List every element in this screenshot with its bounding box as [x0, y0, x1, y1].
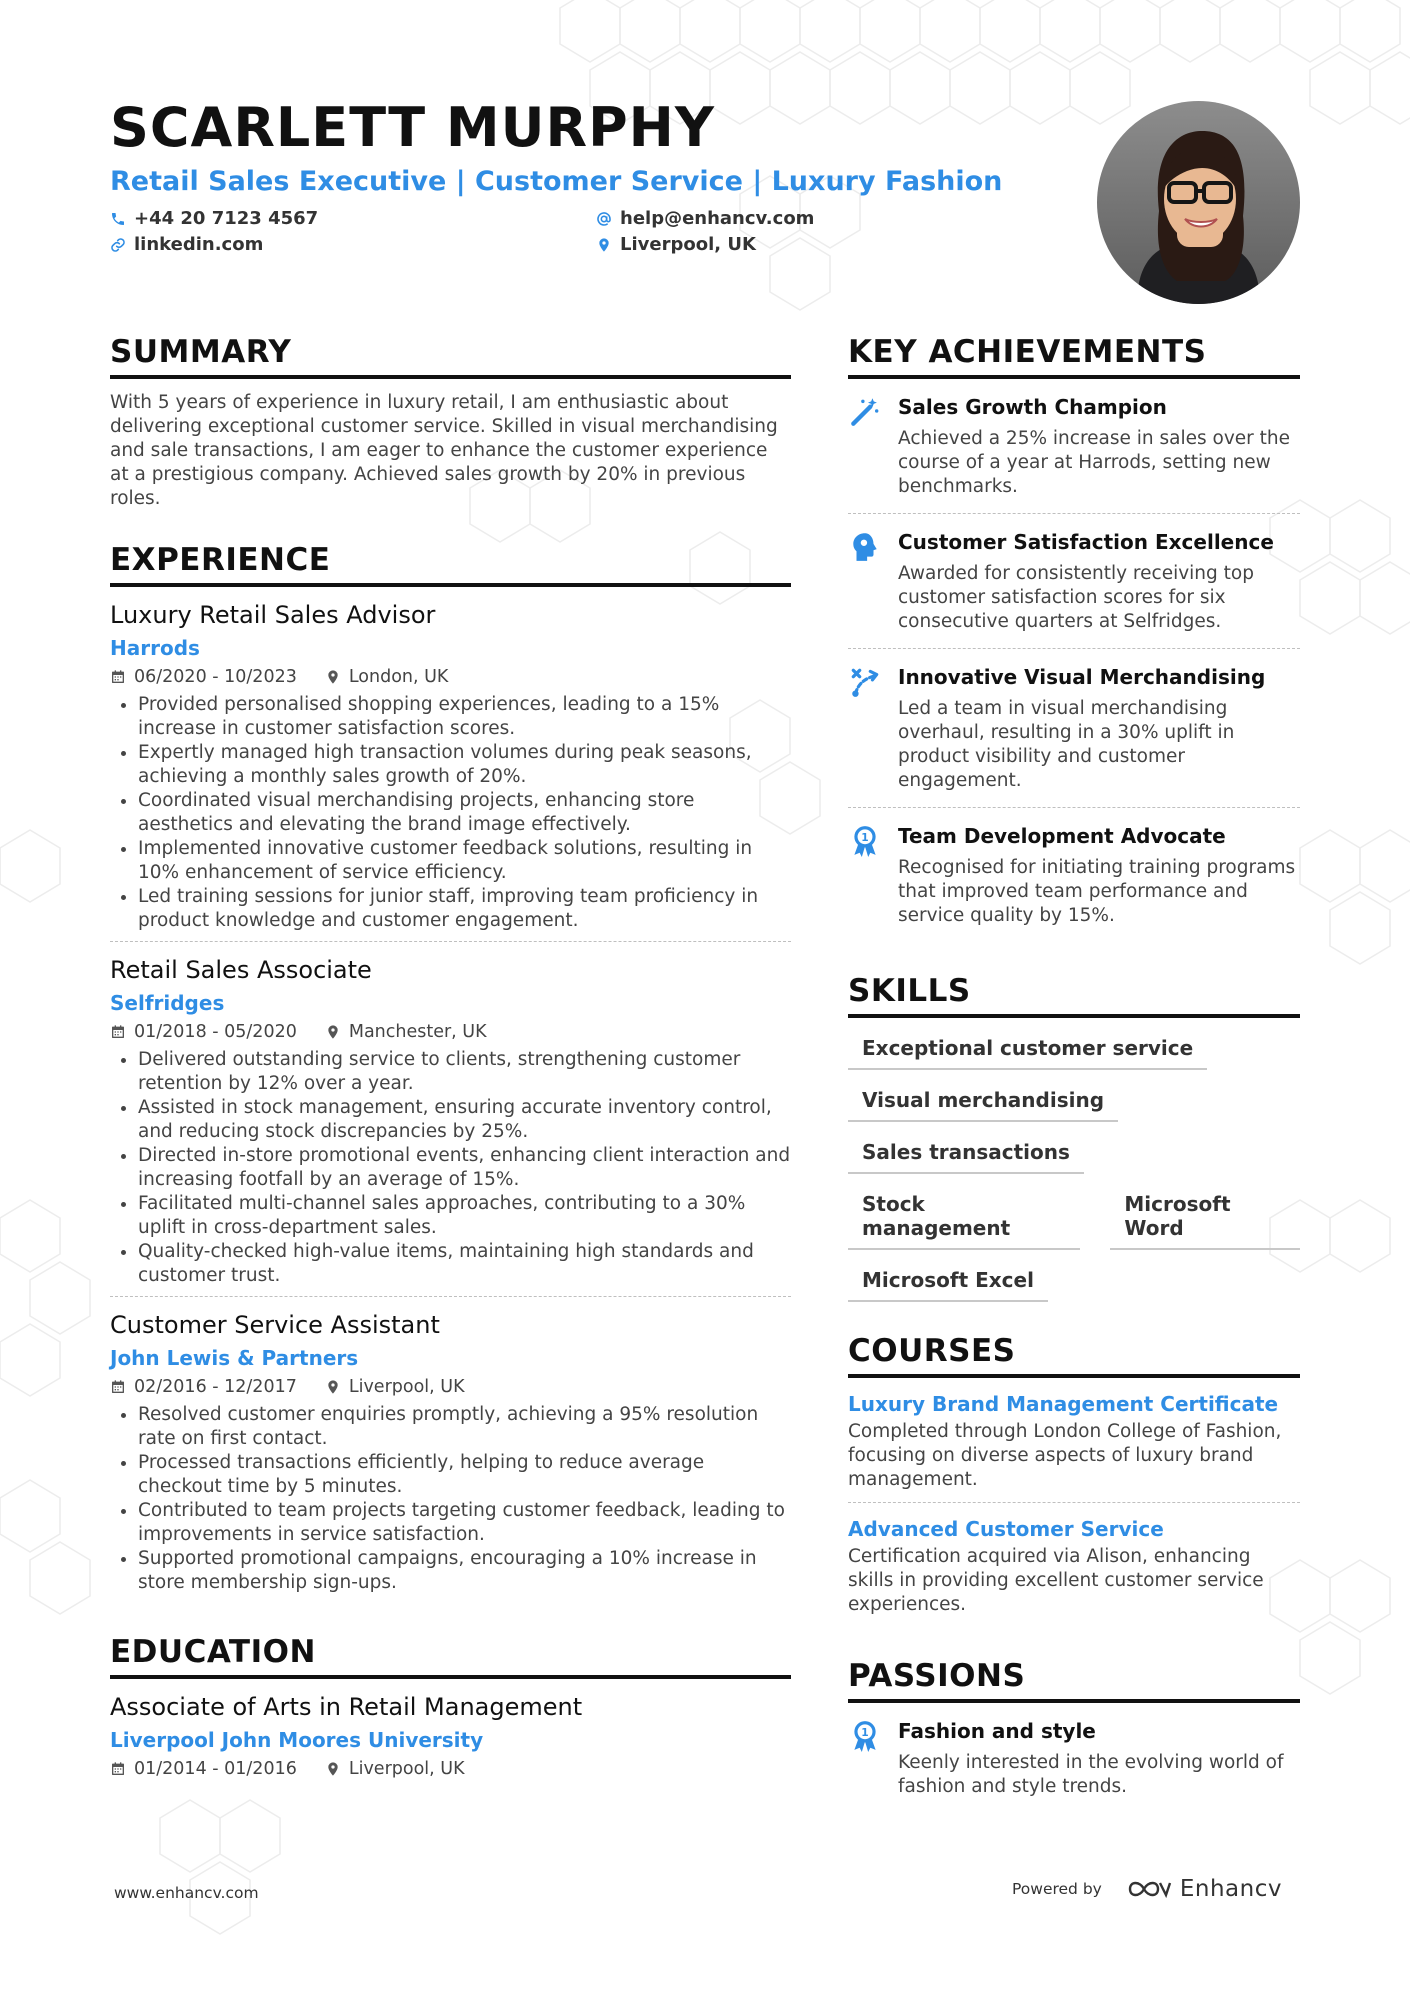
- achievement-description: Led a team in visual merchandising overhaul, resulting in a 30% uplift in product visibility and customer engagement.: [898, 698, 1235, 791]
- job-bullets: [110, 693, 791, 933]
- achievement-item: [848, 807, 1300, 942]
- achievement-description: Keenly interested in the evolving world of fashion and style trends.: [898, 1752, 1284, 1797]
- skill-row: [848, 1264, 1300, 1302]
- achievement-title: Fashion and style: [898, 1719, 1096, 1743]
- resume-header: [110, 96, 1080, 262]
- achievement-title: Customer Satisfaction Excellence: [898, 530, 1274, 554]
- job-location: [325, 1018, 487, 1046]
- enhancv-logo-icon: [1126, 1877, 1172, 1901]
- job-location: [325, 1373, 465, 1401]
- location-pin-icon: [596, 237, 612, 253]
- award-ribbon-icon: [848, 1717, 884, 1799]
- job-bullet: • Facilitated multi-channel sales approaches, contributing to a 30% uplift in cross-department sales.: [138, 1192, 791, 1240]
- course-description: Certification acquired via Alison, enhancing skills in providing excellent customer service experiences.: [848, 1546, 1264, 1615]
- achievement-item: [848, 648, 1300, 807]
- location-pin-icon: [325, 1024, 341, 1040]
- achievement-title: Innovative Visual Merchandising: [898, 665, 1266, 689]
- job-entry: [110, 1296, 791, 1603]
- phone-text: +44 20 7123 4567: [134, 208, 319, 229]
- phone-icon: [110, 211, 126, 227]
- contact-location: [596, 234, 756, 255]
- job-bullet: • Led training sessions for junior staff, improving team proficiency in product knowledge and customer engagement.: [138, 885, 791, 933]
- job-list: [110, 587, 791, 1603]
- passions-section: [848, 1657, 1300, 1813]
- skills-heading: SKILLS: [848, 972, 1300, 1018]
- svg-text:1: 1: [861, 1726, 869, 1739]
- company-name: Selfridges: [110, 991, 225, 1015]
- job-bullets: [110, 1048, 791, 1288]
- company-name: Harrods: [110, 636, 200, 660]
- footer-website[interactable]: www.enhancv.com: [114, 1884, 259, 1902]
- head-idea-icon: [848, 528, 884, 634]
- courses-section: [848, 1332, 1300, 1627]
- skill-row: [848, 1032, 1300, 1070]
- skill-row: [848, 1136, 1300, 1174]
- at-sign-icon: [596, 211, 612, 227]
- summary-text: With 5 years of experience in luxury retail, I am enthusiastic about delivering exceptional customer service. Skilled in visual merchandising and sale transactions, I am eager to enhance the customer experience at a prestigious company. Achieved sales growth by 20% in previous roles.: [110, 392, 778, 509]
- location-pin-icon: [325, 1379, 341, 1395]
- course-description: Completed through London College of Fashion, focusing on diverse aspects of luxury brand management.: [848, 1421, 1282, 1490]
- powered-by-text: Powered by: [1012, 1880, 1102, 1898]
- job-dates-text: 02/2016 - 12/2017: [134, 1377, 297, 1397]
- contact-phone[interactable]: [110, 208, 318, 229]
- summary-heading: SUMMARY: [110, 333, 791, 379]
- right-column: [848, 333, 1300, 1843]
- avatar: [1097, 101, 1300, 304]
- job-bullets: [110, 1403, 791, 1595]
- education-location-text: Liverpool, UK: [348, 1759, 465, 1779]
- skill-list: [848, 1032, 1300, 1302]
- job-bullet: • Processed transactions efficiently, helping to reduce average checkout time by 5 minutes.: [138, 1451, 791, 1499]
- education-section: [110, 1633, 791, 1791]
- job-entry: [110, 587, 791, 941]
- experience-heading: EXPERIENCE: [110, 541, 791, 587]
- job-dates: [110, 1373, 297, 1401]
- award-ribbon-icon: [848, 822, 884, 928]
- job-title: Retail Sales Associate: [110, 956, 372, 984]
- achievement-description: Recognised for initiating training programs that improved team performance and service quality by 15%.: [898, 857, 1296, 926]
- achievements-heading: KEY ACHIEVEMENTS: [848, 333, 1300, 379]
- profile-photo: [1097, 101, 1300, 304]
- course-title: Advanced Customer Service: [848, 1517, 1164, 1541]
- job-dates: [110, 663, 297, 691]
- job-bullet: • Provided personalised shopping experiences, leading to a 15% increase in customer satisfaction scores.: [138, 693, 791, 741]
- skill-tag: Visual merchandising: [848, 1084, 1118, 1122]
- job-bullet: • Resolved customer enquiries promptly, achieving a 95% resolution rate on first contact.: [138, 1403, 791, 1451]
- degree-title: Associate of Arts in Retail Management: [110, 1693, 583, 1721]
- job-bullet: • Delivered outstanding service to clients, strengthening customer retention by 12% over a year.: [138, 1048, 791, 1096]
- job-location: [325, 663, 449, 691]
- job-dates-text: 06/2020 - 10/2023: [134, 667, 297, 687]
- candidate-headline: Retail Sales Executive | Customer Service | Luxury Fashion: [110, 166, 1003, 197]
- job-dates: [110, 1018, 297, 1046]
- skill-tag: Stock management: [848, 1188, 1080, 1250]
- job-meta: [110, 663, 791, 691]
- experience-section: [110, 541, 791, 1603]
- job-meta: [110, 1018, 791, 1046]
- education-meta: [110, 1755, 791, 1783]
- calendar-icon: [110, 669, 126, 685]
- course-title: Luxury Brand Management Certificate: [848, 1392, 1279, 1416]
- achievement-list: [848, 379, 1300, 942]
- skill-row: [848, 1084, 1300, 1122]
- achievement-description: Awarded for consistently receiving top customer satisfaction scores for six consecutive quarters at Selfridges.: [898, 563, 1254, 632]
- skill-tag: Microsoft Word: [1110, 1188, 1300, 1250]
- achievement-title: Team Development Advocate: [898, 824, 1226, 848]
- job-meta: [110, 1373, 791, 1401]
- job-title: Customer Service Assistant: [110, 1311, 440, 1339]
- education-heading: EDUCATION: [110, 1633, 791, 1679]
- job-bullet: • Coordinated visual merchandising projects, enhancing store aesthetics and elevating the brand image effectively.: [138, 789, 791, 837]
- skills-section: [848, 972, 1300, 1302]
- achievements-section: [848, 333, 1300, 942]
- achievement-item: [848, 1703, 1300, 1813]
- job-title: Luxury Retail Sales Advisor: [110, 601, 436, 629]
- calendar-icon: [110, 1024, 126, 1040]
- location-pin-icon: [325, 669, 341, 685]
- skill-tag: Exceptional customer service: [848, 1032, 1207, 1070]
- job-bullet: • Implemented innovative customer feedback solutions, resulting in 10% enhancement of service efficiency.: [138, 837, 791, 885]
- brand-logo[interactable]: [1126, 1876, 1282, 1902]
- job-location-text: Liverpool, UK: [348, 1377, 465, 1397]
- passions-heading: PASSIONS: [848, 1657, 1300, 1703]
- skill-tag: Microsoft Excel: [848, 1264, 1048, 1302]
- courses-heading: COURSES: [848, 1332, 1300, 1378]
- job-location-text: London, UK: [348, 667, 449, 687]
- passion-list: [848, 1703, 1300, 1813]
- job-bullet: • Expertly managed high transaction volumes during peak seasons, achieving a monthly sales growth of 20%.: [138, 741, 791, 789]
- email-text: help@enhancv.com: [620, 208, 815, 229]
- strategy-icon: [848, 663, 884, 793]
- location-pin-icon: [325, 1761, 341, 1777]
- company-name: John Lewis & Partners: [110, 1346, 359, 1370]
- skill-row: [848, 1188, 1300, 1250]
- brand-name: Enhancv: [1179, 1876, 1282, 1902]
- job-dates-text: 01/2018 - 05/2020: [134, 1022, 297, 1042]
- calendar-icon: [110, 1379, 126, 1395]
- job-bullet: • Contributed to team projects targeting customer feedback, leading to improvements in service satisfaction.: [138, 1499, 791, 1547]
- job-bullet: • Directed in-store promotional events, enhancing client interaction and increasing footfall by an average of 15%.: [138, 1144, 791, 1192]
- link-icon: [110, 237, 126, 253]
- course-item: [848, 1378, 1300, 1502]
- skill-tag: Sales transactions: [848, 1136, 1084, 1174]
- course-list: [848, 1378, 1300, 1627]
- left-column: [110, 333, 791, 1821]
- job-location-text: Manchester, UK: [348, 1022, 487, 1042]
- contact-info: [110, 206, 1080, 262]
- job-bullet: • Assisted in stock management, ensuring accurate inventory control, and reducing stock discrepancies by 25%.: [138, 1096, 791, 1144]
- job-entry: [110, 941, 791, 1296]
- education-dates-text: 01/2014 - 01/2016: [134, 1759, 297, 1779]
- achievement-title: Sales Growth Champion: [898, 395, 1167, 419]
- achievement-item: [848, 379, 1300, 513]
- job-bullet: • Supported promotional campaigns, encouraging a 10% increase in store membership sign-ups.: [138, 1547, 791, 1595]
- calendar-icon: [110, 1761, 126, 1777]
- candidate-name: SCARLETT MURPHY: [110, 96, 715, 159]
- education-dates: [110, 1755, 297, 1783]
- linkedin-text: linkedin.com: [134, 234, 264, 255]
- location-text: Liverpool, UK: [620, 234, 756, 255]
- contact-email[interactable]: [596, 208, 814, 229]
- summary-section: [110, 333, 791, 511]
- education-location: [325, 1755, 465, 1783]
- svg-text:1: 1: [861, 831, 869, 844]
- job-bullet: • Quality-checked high-value items, maintaining high standards and customer trust.: [138, 1240, 791, 1288]
- footer-branding: [1012, 1876, 1282, 1902]
- magic-wand-icon: [848, 393, 884, 499]
- school-name: Liverpool John Moores University: [110, 1728, 484, 1752]
- course-item: [848, 1502, 1300, 1627]
- achievement-item: [848, 513, 1300, 648]
- achievement-description: Achieved a 25% increase in sales over the course of a year at Harrods, setting new benchmarks.: [898, 428, 1291, 497]
- education-entry: [110, 1679, 791, 1791]
- contact-linkedin[interactable]: [110, 234, 263, 255]
